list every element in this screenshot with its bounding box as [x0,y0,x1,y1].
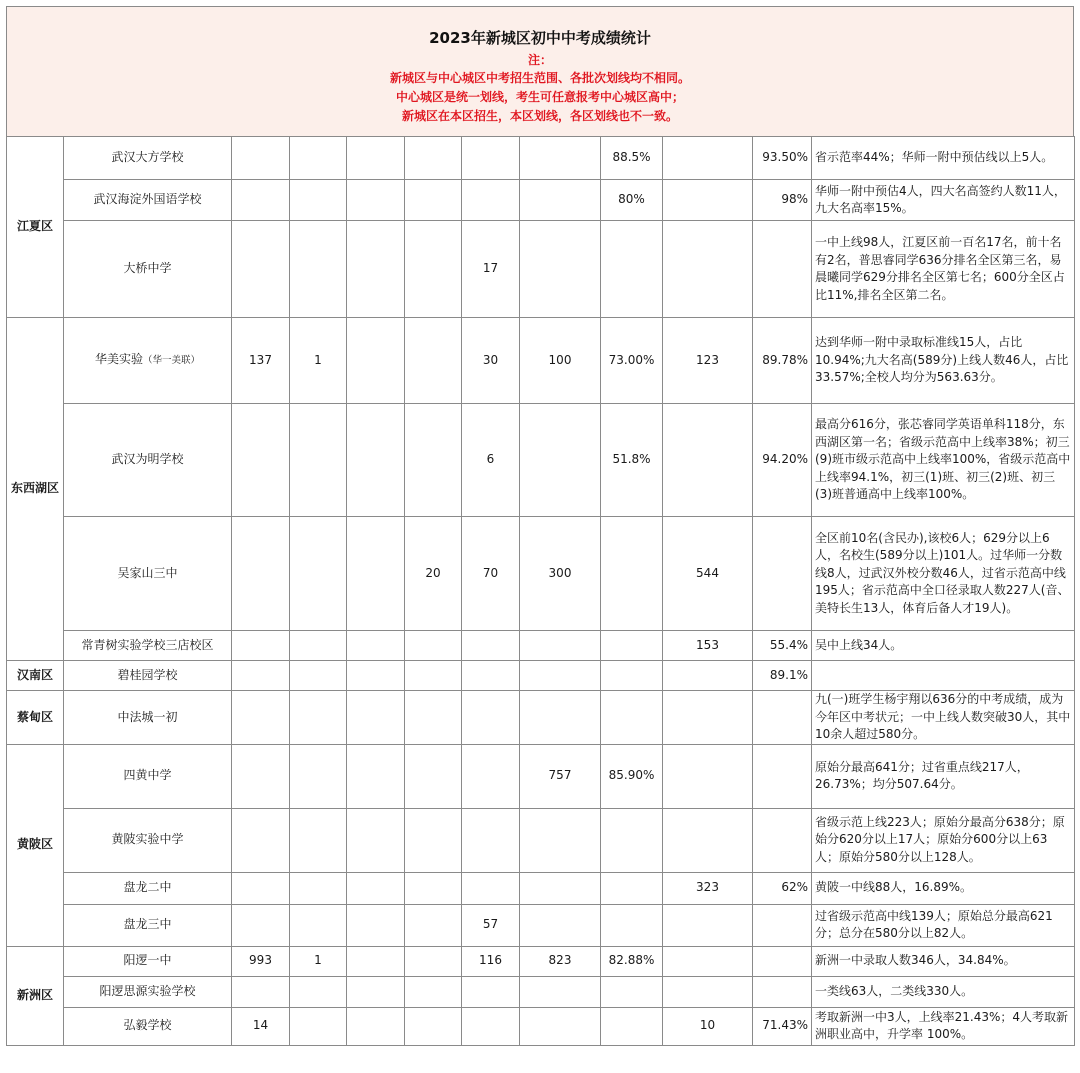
remark-cell: 新洲一中录取人数346人，34.84%。 [812,946,1075,976]
stat-cell-c4 [405,946,462,976]
stat-cell-c8: 10 [663,1007,753,1045]
stat-cell-c5: 30 [462,318,520,404]
stat-cell-c3 [347,180,405,221]
school-cell [64,808,232,872]
school-cell [64,1007,232,1045]
table-row [7,691,1075,745]
table-row [7,137,1075,180]
stat-cell-c3 [347,318,405,404]
stat-cell-c6 [520,872,601,904]
table-row [7,318,1075,404]
table-row [7,404,1075,517]
stat-cell-c8 [663,404,753,517]
stat-cell-c9 [753,517,812,631]
table-row [7,946,1075,976]
district-cell: 黄陂区 [7,744,64,946]
stat-cell-c1 [232,137,290,180]
stat-cell-c1 [232,517,290,631]
stat-cell-c8: 544 [663,517,753,631]
remark-cell: 考取新洲一中3人，上线率21.43%；4人考取新洲职业高中，升学率 100%。 [812,1007,1075,1045]
stat-cell-c7: 51.8% [601,404,663,517]
stat-cell-c6 [520,904,601,946]
stat-cell-c9 [753,744,812,808]
stat-cell-c1 [232,631,290,661]
table-row [7,517,1075,631]
school-cell [64,946,232,976]
stat-cell-c2: 1 [290,946,347,976]
school-name: 常青树实验学校三店校区 [81,637,214,652]
table-row [7,808,1075,872]
stat-cell-c6 [520,221,601,318]
stat-cell-c5 [462,691,520,745]
stat-cell-c4 [405,904,462,946]
table-row [7,976,1075,1007]
school-cell [64,631,232,661]
stat-cell-c2 [290,221,347,318]
stat-cell-c8 [663,180,753,221]
stat-cell-c4 [405,318,462,404]
school-cell [64,976,232,1007]
district-cell: 新洲区 [7,946,64,1045]
score-table [6,136,1075,1046]
stat-cell-c5 [462,137,520,180]
table-row [7,661,1075,691]
stat-cell-c4 [405,404,462,517]
table-row [7,904,1075,946]
stat-cell-c1: 993 [232,946,290,976]
stat-cell-c2 [290,976,347,1007]
stat-cell-c5: 17 [462,221,520,318]
school-name: 武汉为明学校 [111,452,184,467]
stat-cell-c4 [405,1007,462,1045]
stat-cell-c4 [405,137,462,180]
stat-cell-c1: 14 [232,1007,290,1045]
school-name: 阳逻思源实验学校 [99,983,196,998]
stat-cell-c2 [290,631,347,661]
stat-cell-c3 [347,946,405,976]
school-name: 盘龙三中 [123,917,172,932]
stat-cell-c5: 57 [462,904,520,946]
stat-cell-c6: 300 [520,517,601,631]
stat-cell-c3 [347,744,405,808]
remark-cell: 原始分最高641分；过省重点线217人，26.73%；均分507.64分。 [812,744,1075,808]
stat-cell-c5 [462,744,520,808]
stat-cell-c7 [601,517,663,631]
table-row [7,744,1075,808]
stat-cell-c4 [405,872,462,904]
stat-cell-c2 [290,517,347,631]
stat-cell-c2 [290,137,347,180]
table-row [7,221,1075,318]
stat-cell-c2 [290,872,347,904]
stat-cell-c8 [663,137,753,180]
table-row [7,872,1075,904]
stat-cell-c7: 88.5% [601,137,663,180]
stat-cell-c1 [232,976,290,1007]
stat-cell-c5: 116 [462,946,520,976]
school-cell [64,691,232,745]
stat-cell-c1 [232,180,290,221]
stat-cell-c6 [520,137,601,180]
stat-cell-c9 [753,808,812,872]
school-name: 中法城一初 [117,709,178,724]
stat-cell-c1 [232,808,290,872]
district-cell: 汉南区 [7,661,64,691]
stat-cell-c9: 89.1% [753,661,812,691]
stat-cell-c7: 85.90% [601,744,663,808]
school-name: 弘毅学校 [123,1018,172,1033]
stat-cell-c4 [405,808,462,872]
stat-cell-c6 [520,691,601,745]
stat-cell-c3 [347,404,405,517]
note-line: 中心城区是统一划线，考生可任意报考中心城区高中； [395,90,684,104]
remark-cell: 过省级示范高中线139人；原始总分最高621分；总分在580分以上82人。 [812,904,1075,946]
stat-cell-c9: 62% [753,872,812,904]
stat-cell-c5 [462,661,520,691]
stat-cell-c8 [663,808,753,872]
stat-cell-c5: 6 [462,404,520,517]
stat-cell-c8: 153 [663,631,753,661]
report-page [6,6,1074,1066]
stat-cell-c9: 98% [753,180,812,221]
school-name-suffix: （华一美联） [143,355,201,367]
stat-cell-c7: 82.88% [601,946,663,976]
stat-cell-c4 [405,744,462,808]
stat-cell-c3 [347,904,405,946]
stat-cell-c7 [601,661,663,691]
note-line: 新城区在本区招生，本区划线，各区划线也不一致。 [401,109,678,123]
stat-cell-c9 [753,221,812,318]
remark-cell: 九(一)班学生杨宇翔以636分的中考成绩，成为今年区中考状元；一中上线人数突破30人，其中10余人超过580分。 [812,691,1075,745]
school-name: 四黄中学 [123,768,172,783]
stat-cell-c2 [290,904,347,946]
stat-cell-c7 [601,904,663,946]
stat-cell-c9: 55.4% [753,631,812,661]
remark-cell: 黄陂一中线88人，16.89%。 [812,872,1075,904]
stat-cell-c6: 823 [520,946,601,976]
stat-cell-c3 [347,691,405,745]
stat-cell-c8 [663,691,753,745]
stat-cell-c7 [601,1007,663,1045]
stat-cell-c2 [290,744,347,808]
stat-cell-c5 [462,976,520,1007]
stat-cell-c5 [462,1007,520,1045]
stat-cell-c5 [462,631,520,661]
stat-cell-c6 [520,404,601,517]
remark-cell: 省级示范上线223人；原始分最高分638分；原始分620分以上17人；原始分600分以上63人；原始分580分以上128人。 [812,808,1075,872]
stat-cell-c2 [290,808,347,872]
school-cell [64,180,232,221]
stat-cell-c7 [601,808,663,872]
stat-cell-c9: 93.50% [753,137,812,180]
school-cell [64,137,232,180]
stat-cell-c7 [601,872,663,904]
stat-cell-c8 [663,904,753,946]
school-cell [64,221,232,318]
stat-cell-c5 [462,872,520,904]
stat-cell-c8 [663,221,753,318]
stat-cell-c1 [232,404,290,517]
school-name: 吴家山三中 [117,565,178,580]
stat-cell-c6: 100 [520,318,601,404]
stat-cell-c6: 757 [520,744,601,808]
stat-cell-c9: 89.78% [753,318,812,404]
school-name: 大桥中学 [123,261,172,276]
table-row [7,1007,1075,1045]
stat-cell-c6 [520,661,601,691]
stat-cell-c2: 1 [290,318,347,404]
note-line: 新城区与中心城区中考招生范围、各批次划线均不相同。 [389,71,690,85]
school-name: 阳逻一中 [123,953,172,968]
school-name: 黄陂实验中学 [111,832,184,847]
school-name: 盘龙二中 [123,880,172,895]
school-cell [64,661,232,691]
school-name: 武汉大方学校 [111,150,184,165]
stat-cell-c3 [347,631,405,661]
stat-cell-c6 [520,631,601,661]
stat-cell-c3 [347,137,405,180]
stat-cell-c1 [232,661,290,691]
school-cell [64,744,232,808]
remark-cell: 吴中上线34人。 [812,631,1075,661]
stat-cell-c9: 94.20% [753,404,812,517]
stat-cell-c8: 323 [663,872,753,904]
stat-cell-c3 [347,872,405,904]
report-title: 2023年新城区初中中考成绩统计 [429,29,651,47]
stat-cell-c6 [520,976,601,1007]
stat-cell-c4 [405,691,462,745]
district-cell: 东西湖区 [7,318,64,661]
stat-cell-c4: 20 [405,517,462,631]
stat-cell-c8: 123 [663,318,753,404]
stat-cell-c4 [405,976,462,1007]
school-cell [64,872,232,904]
stat-cell-c8 [663,976,753,1007]
remark-cell: 最高分616分，张芯睿同学英语单科118分，东西湖区第一名；省级示范高中上线率38%；初三(9)班市级示范高中上线率100%，省级示范高中上线率94.1%，初三(1)班、初三(2)班、初三(3)班普通高中上线率100%。 [812,404,1075,517]
stat-cell-c7 [601,631,663,661]
note-label: 注： [527,53,552,67]
remark-cell: 一中上线98人，江夏区前一百名17名，前十名有2名，普思睿同学636分排名全区第三名，易晨曦同学629分排名全区第七名；600分全区占比11%,排名全区第二名。 [812,221,1075,318]
stat-cell-c1 [232,872,290,904]
district-cell: 江夏区 [7,137,64,318]
stat-cell-c8 [663,946,753,976]
stat-cell-c1: 137 [232,318,290,404]
school-name: 华美实验 [94,352,143,367]
stat-cell-c8 [663,744,753,808]
stat-cell-c6 [520,808,601,872]
table-row [7,180,1075,221]
stat-cell-c6 [520,180,601,221]
stat-cell-c3 [347,517,405,631]
school-cell [64,904,232,946]
remark-cell [812,661,1075,691]
stat-cell-c3 [347,808,405,872]
stat-cell-c2 [290,404,347,517]
stat-cell-c5 [462,808,520,872]
school-cell [64,517,232,631]
stat-cell-c2 [290,691,347,745]
stat-cell-c7: 80% [601,180,663,221]
stat-cell-c1 [232,221,290,318]
district-cell: 蔡甸区 [7,691,64,745]
stat-cell-c7 [601,691,663,745]
stat-cell-c4 [405,180,462,221]
remark-cell: 达到华师一附中录取标准线15人，占比10.94%;九大名高(589分)上线人数46人，占比33.57%;全校人均分为563.63分。 [812,318,1075,404]
stat-cell-c3 [347,661,405,691]
stat-cell-c7 [601,976,663,1007]
school-cell [64,404,232,517]
stat-cell-c6 [520,1007,601,1045]
stat-cell-c5 [462,180,520,221]
report-header [6,6,1074,137]
school-name: 武汉海淀外国语学校 [93,192,202,207]
stat-cell-c1 [232,904,290,946]
stat-cell-c3 [347,976,405,1007]
remark-cell: 全区前10名(含民办),该校6人；629分以上6人，名校生(589分以上)101人。过华师一分数线8人，过武汉外校分数46人，过省示范高中线195人；省示范高中全口径录取人数227人(音、美特长生13人，体育后备人才19人)。 [812,517,1075,631]
stat-cell-c5: 70 [462,517,520,631]
stat-cell-c2 [290,1007,347,1045]
stat-cell-c2 [290,661,347,691]
stat-cell-c4 [405,661,462,691]
stat-cell-c9 [753,691,812,745]
stat-cell-c3 [347,1007,405,1045]
school-name: 碧桂园学校 [117,667,178,682]
stat-cell-c9 [753,976,812,1007]
stat-cell-c9 [753,946,812,976]
remark-cell: 省示范率44%；华师一附中预估线以上5人。 [812,137,1075,180]
school-cell [64,318,232,404]
stat-cell-c1 [232,744,290,808]
remark-cell: 华师一附中预估4人，四大名高签约人数11人，九大名高率15%。 [812,180,1075,221]
stat-cell-c9 [753,904,812,946]
stat-cell-c4 [405,631,462,661]
stat-cell-c7 [601,221,663,318]
stat-cell-c7: 73.00% [601,318,663,404]
stat-cell-c3 [347,221,405,318]
table-row [7,631,1075,661]
remark-cell: 一类线63人，二类线330人。 [812,976,1075,1007]
stat-cell-c9: 71.43% [753,1007,812,1045]
stat-cell-c8 [663,661,753,691]
stat-cell-c1 [232,691,290,745]
stat-cell-c4 [405,221,462,318]
stat-cell-c2 [290,180,347,221]
